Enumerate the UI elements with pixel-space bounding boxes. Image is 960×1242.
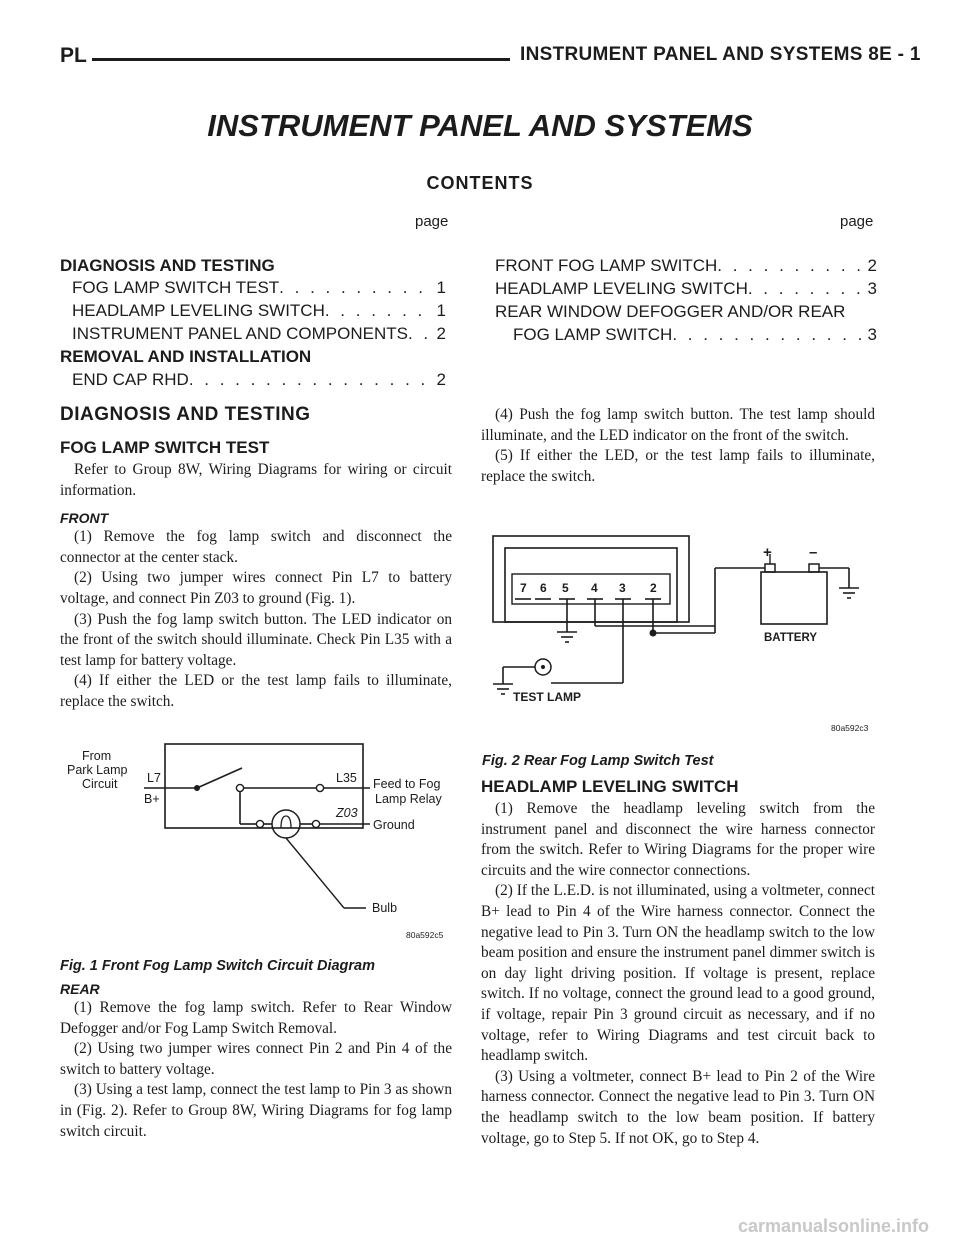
toc-entry[interactable] (60, 370, 446, 393)
fig2-pin-label: 2 (650, 581, 657, 595)
toc-group-heading: REMOVAL AND INSTALLATION (60, 347, 312, 366)
fig1-caption: Fig. 1 Front Fog Lamp Switch Circuit Diagram (60, 958, 375, 974)
fig2-battery-icon (761, 572, 827, 624)
toc-leader (717, 256, 863, 279)
step: (1) Remove the fog lamp switch. Refer to Rear Window Defogger and/or Fog Lamp Switch Removal. (60, 999, 452, 1037)
toc-group-heading: DIAGNOSIS AND TESTING (60, 256, 275, 275)
toc-leader (279, 278, 432, 301)
fig1-id: 80a592c5 (406, 930, 444, 940)
fig1-label: Feed to Fog (373, 777, 441, 791)
fig2-battery-terminal (765, 564, 775, 572)
header-page-title: INSTRUMENT PANEL AND SYSTEMS 8E - 1 (520, 44, 921, 65)
fig1-label: Lamp Relay (375, 792, 442, 806)
toc-entry-line1[interactable] (495, 302, 877, 325)
subsection-heading: HEADLAMP LEVELING SWITCH (481, 777, 739, 796)
fig2-label: + (763, 544, 772, 561)
header-rule (92, 58, 510, 61)
step: (1) Remove the headlamp leveling switch from the instrument panel and disconnect the wire harness connector from the switch. Refer to Wiring Diagrams for the proper wire circuits and the wire connector connections. (481, 800, 875, 879)
fig2-junction (650, 630, 657, 637)
fig1-label: L7 (147, 771, 161, 785)
toc-entry[interactable] (495, 279, 877, 302)
toc-left-column (60, 256, 446, 393)
toc-leader (408, 324, 433, 347)
fig1-label: From (82, 749, 112, 763)
toc-entry-label: HEADLAMP LEVELING SWITCH (495, 279, 748, 298)
toc-entry-page: 2 (436, 324, 446, 343)
paragraph: Refer to Group 8W, Wiring Diagrams for wiring or circuit information. (60, 461, 452, 499)
toc-entry-page: 3 (867, 325, 877, 344)
fig2-id: 80a592c3 (831, 723, 869, 733)
fig2-pin-label: 3 (619, 581, 626, 595)
fig2-pin-label: 6 (540, 581, 547, 595)
fig2-label: – (809, 544, 818, 561)
toc-entry-label: REAR WINDOW DEFOGGER AND/OR REAR (495, 302, 846, 321)
subsection-heading: FOG LAMP SWITCH TEST (60, 438, 270, 457)
fig2-switch-housing (493, 536, 689, 622)
step: (5) If either the LED, or the test lamp fails to illuminate, replace the switch. (481, 447, 875, 485)
toc-entry[interactable] (495, 325, 877, 348)
left-column-top (60, 404, 452, 713)
fig1-switch-box (165, 744, 363, 828)
page-column-label-right: page (840, 213, 874, 230)
toc-leader (325, 301, 433, 324)
step: (4) Push the fog lamp switch button. The test lamp should illuminate, and the LED indicator on the front of the switch. (481, 406, 875, 444)
fig1-filament (281, 816, 291, 828)
step: (2) If the L.E.D. is not illuminated, using a voltmeter, connect B+ lead to Pin 4 of the Wire harness connector. Connect the negative lead to Pin 3. Turn ON the headlamp switch to the low beam position and ensure the instrument panel dimmer switch is on day light driving position. If voltage is present, replace switch. If no voltage, connect the ground lead to a good ground, if voltage, repair Pin 3 ground circuit as necessary, and if no voltage, refer to Wiring Diagrams and test circuit back to headlamp switch. (481, 882, 875, 1065)
toc-entry-page: 1 (436, 301, 446, 320)
contents-heading: CONTENTS (426, 173, 534, 193)
fig2-caption: Fig. 2 Rear Fog Lamp Switch Test (482, 753, 714, 769)
toc-entry[interactable] (60, 324, 446, 347)
step: (3) Using a voltmeter, connect B+ lead to Pin 2 of the Wire harness connector. Connect the negative lead to Pin 3. Turn ON the headlamp switch to the low beam position. If battery voltage, go to Step 5. If not OK, go to Step 4. (481, 1067, 875, 1147)
fig1-label: Park Lamp (67, 763, 128, 777)
minor-heading: REAR (60, 981, 100, 997)
toc-entry-label: FRONT FOG LAMP SWITCH (495, 256, 718, 275)
toc-entry-label: INSTRUMENT PANEL AND COMPONENTS (72, 324, 408, 343)
fig1-label: Z03 (336, 806, 358, 820)
fig2-pin-label: 4 (591, 581, 598, 595)
fig2-pin-label: 5 (562, 581, 569, 595)
fig1-label: Circuit (82, 777, 118, 791)
page-title: INSTRUMENT PANEL AND SYSTEMS (207, 108, 753, 143)
minor-heading: FRONT (60, 510, 109, 527)
fig1-leader-line (286, 838, 344, 908)
fig1-bulb-icon (272, 810, 300, 838)
fig2-test-diagram (481, 528, 875, 740)
fig1-terminal (256, 820, 263, 827)
footer-watermark: carmanualsonline.info (738, 1216, 930, 1236)
step: (2) Using two jumper wires connect Pin 2 and Pin 4 of the switch to battery voltage. (60, 1040, 452, 1078)
toc-entry-label: FOG LAMP SWITCH (513, 325, 673, 344)
toc-leader (672, 325, 863, 348)
toc-entry-page: 2 (867, 256, 877, 275)
step: (4) If either the LED or the test lamp fails to illuminate, replace the switch. (60, 672, 452, 710)
fig2-label: TEST LAMP (513, 690, 581, 704)
toc-entry-label: FOG LAMP SWITCH TEST (72, 278, 280, 297)
left-column-bottom (60, 981, 452, 1142)
header-section-code: PL (60, 44, 87, 67)
fig2-test-lamp-center (541, 665, 545, 669)
fig1-label: L35 (336, 771, 357, 785)
toc-entry-page: 3 (867, 279, 877, 298)
fig1-circuit-diagram (60, 742, 452, 977)
fig1-terminal (312, 820, 319, 827)
step: (1) Remove the fog lamp switch and disconnect the connector at the center stack. (60, 528, 452, 566)
right-column-top (481, 405, 875, 487)
fig1-switch-blade (197, 768, 242, 788)
toc-right-column (495, 256, 877, 348)
fig1-terminal (316, 784, 323, 791)
toc-entry[interactable] (60, 301, 446, 324)
fig2-pin-label: 7 (520, 581, 527, 595)
step: (3) Using a test lamp, connect the test lamp to Pin 3 as shown in (Fig. 2). Refer to Group 8W, Wiring Diagrams for fog lamp switch circuit. (60, 1081, 452, 1140)
toc-entry-label: END CAP RHD (72, 370, 189, 389)
toc-entry[interactable] (495, 256, 877, 279)
toc-entry-label: HEADLAMP LEVELING SWITCH (72, 301, 325, 320)
toc-entry-page: 2 (436, 370, 446, 389)
step: (3) Push the fog lamp switch button. The LED indicator on the front of the switch should illuminate. Check Pin L35 with a test lamp for battery voltage. (60, 610, 452, 669)
toc-entry-page: 1 (436, 278, 446, 297)
section-heading: DIAGNOSIS AND TESTING (60, 404, 311, 425)
page-column-label-left: page (415, 213, 449, 230)
fig1-label: Bulb (372, 901, 398, 915)
toc-leader (748, 279, 864, 302)
right-column-bottom (481, 777, 875, 1149)
fig1-label: B+ (144, 792, 160, 806)
fig2-battery-terminal (809, 564, 819, 572)
toc-entry[interactable] (60, 278, 446, 301)
toc-leader (189, 370, 433, 393)
fig1-terminal (236, 784, 243, 791)
fig1-label: Ground (373, 818, 415, 832)
fig2-label: BATTERY (764, 632, 818, 644)
step: (2) Using two jumper wires connect Pin L7 to battery voltage, and connect Pin Z03 to ground (Fig. 1). (60, 569, 452, 607)
